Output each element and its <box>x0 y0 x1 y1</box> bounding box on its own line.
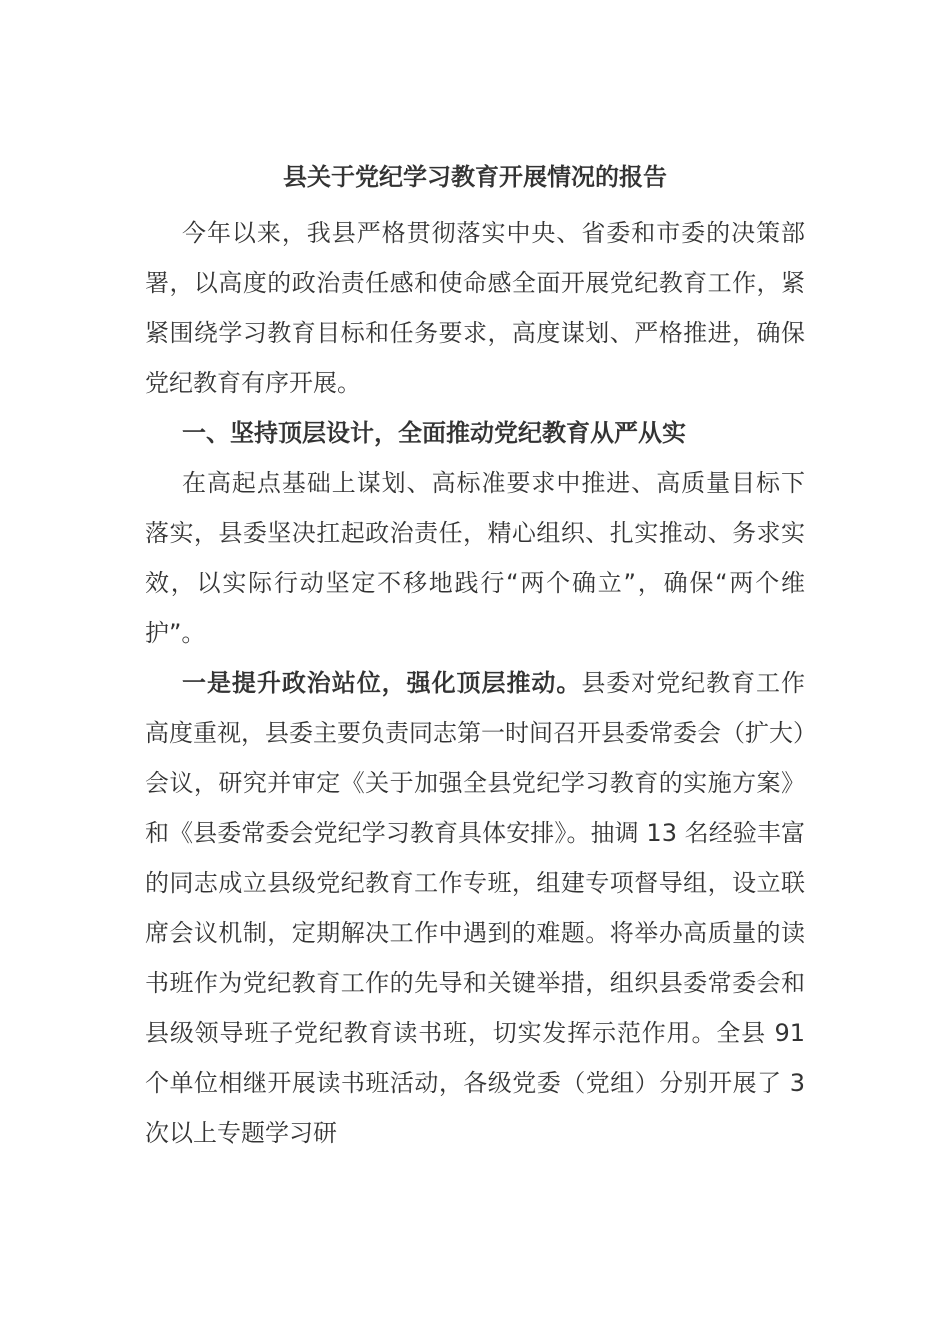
document-body <box>145 158 805 1158</box>
section-summary-paragraph: 在高起点基础上谋划、高标准要求中推进、高质量目标下落实，县委坚决扛起政治责任，精心组织、扎实推动、务求实效，以实际行动坚定不移地践行“两个确立”，确保“两个维护”。 <box>145 469 805 647</box>
document-title: 县关于党纪学习教育开展情况的报告 <box>283 163 667 191</box>
point-lead-text: 一是提升政治站位，强化顶层推动。 <box>182 669 582 697</box>
section-heading: 一、坚持顶层设计，全面推动党纪教育从严从实 <box>182 419 686 447</box>
point-body-text: 县委对党纪教育工作高度重视，县委主要负责同志第一时间召开县委常委会（扩大）会议，研究并审定《关于加强全县党纪学习教育的实施方案》和《县委常委会党纪学习教育具体安排》。抽调 13 名经验丰富的同志成立县级党纪教育工作专班，组建专项督导组，设立联席会议机制，定期解决工作中遇到的难题。将举办高质量的读书班作为党纪教育工作的先导和关键举措，组织县委常委会和县级领导班子党纪教育读书班，切实发挥示范作用。全县 91 个单位相继开展读书班活动，各级党委（党组）分别开展了 3 次以上专题学习研 <box>145 669 806 1147</box>
point-paragraph <box>145 658 805 1158</box>
intro-paragraph: 今年以来，我县严格贯彻落实中央、省委和市委的决策部署，以高度的政治责任感和使命感全面开展党纪教育工作，紧紧围绕学习教育目标和任务要求，高度谋划、严格推进，确保党纪教育有序开展。 <box>145 219 805 397</box>
